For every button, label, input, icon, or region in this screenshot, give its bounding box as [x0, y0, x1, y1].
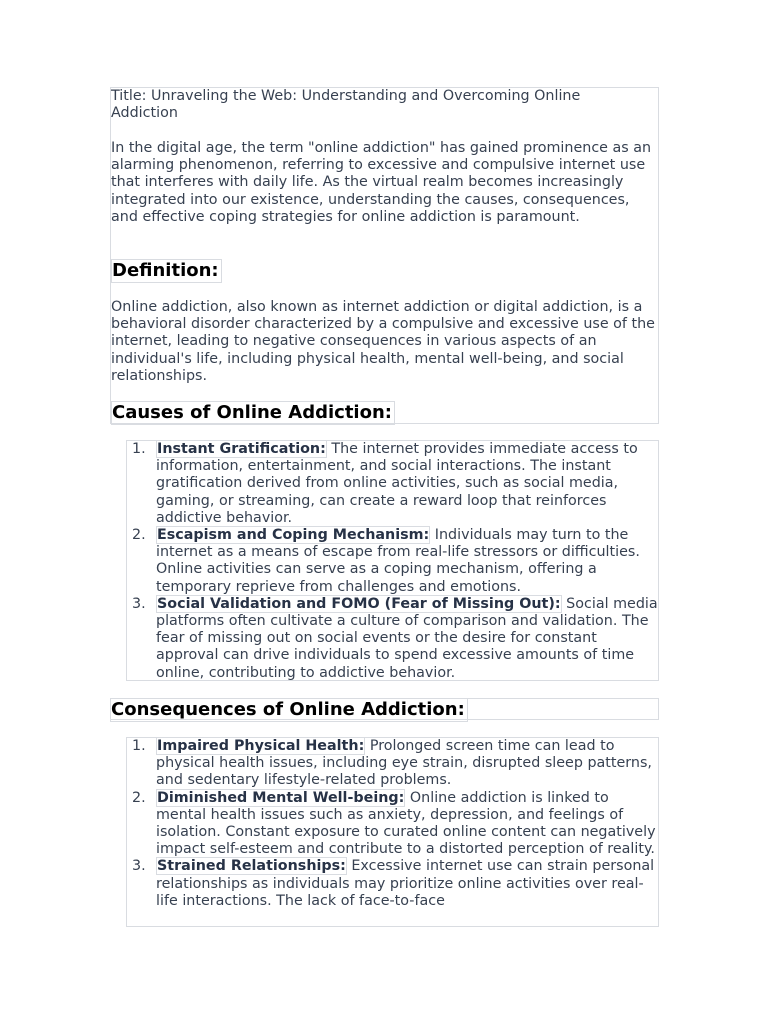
- list-text: Excessive internet use can strain personal relationships as individuals may prioritize online activities over real-life interactions. The lack of face-to-face: [156, 858, 655, 909]
- intro-paragraph: In the digital age, the term "online addiction" has gained prominence as an alarming phenomenon, referring to excessive and compulsive internet use that interferes with daily life. As the virtual realm becomes increasingly integrated into our existence, understanding the causes, consequences, and effective coping strategies for online addiction is paramount.: [111, 140, 652, 225]
- list-text: Prolonged screen time can lead to physical health issues, including eye strain, disrupted sleep patterns, and sedentary lifestyle-related problems.: [156, 738, 652, 789]
- list-text: Social media platforms often cultivate a culture of comparison and validation. The fear of missing out on social events or the desire for constant approval can drive individuals to spend excessive amounts of time online, contributing to addictive behavior.: [156, 595, 658, 681]
- list-number: 2.: [132, 527, 146, 544]
- list-item: [127, 858, 658, 910]
- list-text: Individuals may turn to the internet as a means of escape from real-life stressors or difficulties. Online activities can serve as a coping mechanism, offering a temporary reprieve from challenges and emotions.: [156, 527, 640, 595]
- list-number: 2.: [132, 789, 146, 806]
- list-term: Instant Gratification:: [157, 441, 326, 457]
- consequences-heading-box: [110, 698, 659, 720]
- definition-paragraph: Online addiction, also known as internet addiction or digital addiction, is a behavioral disorder characterized by a compulsive and excessive use of the internet, leading to negative consequences in various aspects of an individual's life, including physical health, mental well-being, and social relationships.: [111, 299, 655, 384]
- list-text: Online addiction is linked to mental health issues such as anxiety, depression, and feelings of isolation. Constant exposure to curated online content can negatively impact self-esteem and contribute to a distorted perception of reality.: [156, 789, 656, 858]
- list-item: [127, 738, 658, 790]
- list-term: Impaired Physical Health:: [157, 738, 365, 754]
- intro-section: [110, 87, 659, 424]
- definition-heading: Definition:: [111, 259, 222, 283]
- causes-list: [126, 440, 659, 681]
- list-term: Strained Relationships:: [157, 858, 346, 875]
- consequences-heading: Consequences of Online Addiction:: [110, 698, 468, 722]
- article-title: Title: Unraveling the Web: Understanding and Overcoming Online Addiction: [111, 88, 581, 122]
- list-number: 3.: [132, 595, 146, 612]
- list-term: Social Validation and FOMO (Fear of Missing Out):: [157, 595, 561, 612]
- list-text: The internet provides immediate access to information, entertainment, and social interactions. The instant gratification derived from online activities, such as social media, gaming, or streaming, can create a reward loop that reinforces addictive behavior.: [156, 441, 638, 526]
- causes-heading: Causes of Online Addiction:: [111, 401, 395, 425]
- list-number: 1.: [132, 441, 146, 457]
- consequences-list: [126, 737, 659, 927]
- list-item: [127, 790, 658, 859]
- list-item: [127, 441, 658, 527]
- list-item: [127, 596, 658, 682]
- article: [110, 87, 658, 909]
- list-number: 1.: [132, 738, 146, 754]
- list-number: 3.: [132, 858, 146, 875]
- list-term: Escapism and Coping Mechanism:: [157, 527, 430, 544]
- list-item: [127, 527, 658, 596]
- list-term: Diminished Mental Well-being:: [157, 789, 405, 806]
